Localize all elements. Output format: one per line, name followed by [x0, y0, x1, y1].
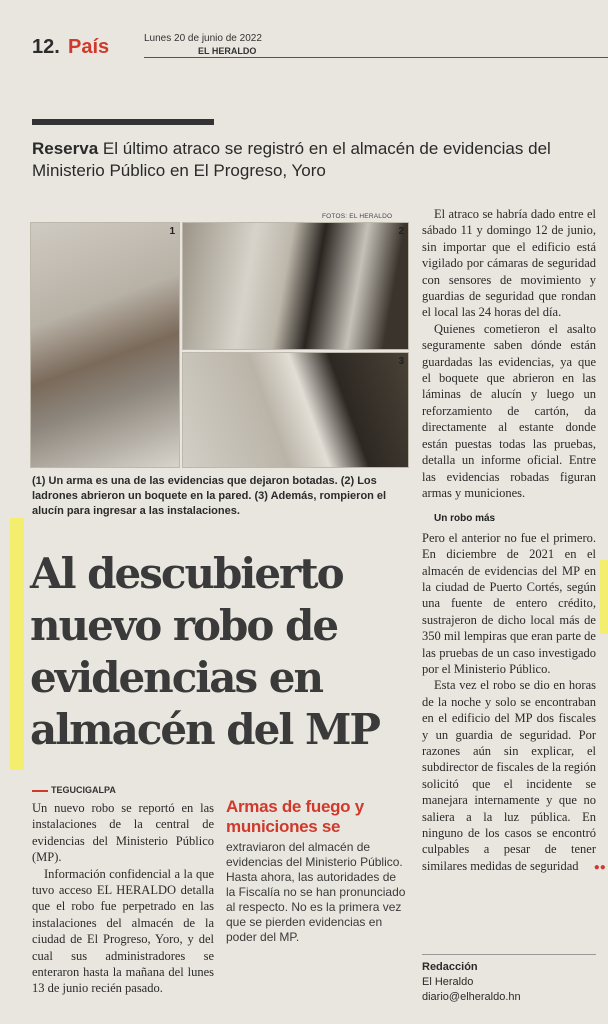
signoff-author: El Heraldo	[422, 976, 474, 988]
headline: Al descubierto nuevo robo de evidencias en almacén del MP	[30, 549, 380, 754]
photo-broken-sheet	[182, 352, 409, 468]
section-bar	[32, 119, 214, 125]
photo-wall-hole	[182, 222, 409, 350]
page-number: 12.	[32, 36, 60, 58]
photo-weapon	[30, 222, 180, 468]
end-mark-icon: ●●	[593, 861, 606, 873]
dek-lead: Reserva	[32, 139, 99, 158]
paragraph: Información confidencial a la que tuvo acceso EL HERALDO detalla que el robo fue perpetrado en las instalaciones del almacén de la ciudad de El Progreso, Yoro, y del cual sus administradores se enteraron hasta la mañana del lunes 13 de junio recién pasado.	[32, 866, 214, 996]
column-a	[32, 800, 214, 997]
page-header	[32, 30, 608, 66]
pullquote-text: extraviaron del almacén de evidencias del Ministerio Público. Hasta ahora, las autoridades de la Fiscalía no se han pronunciado al respecto. No es la primera vez que se pierden evidencias en poder del MP.	[226, 840, 406, 944]
header-rule	[144, 57, 608, 58]
subhead: Un robo más	[434, 513, 496, 525]
signoff-rule	[422, 954, 596, 955]
pullquote-title: Armas de fuego y municiones se	[226, 797, 364, 836]
highlighter-mark	[600, 560, 608, 634]
signoff-email: diario@elheraldo.hn	[422, 991, 521, 1003]
article-dek	[32, 138, 588, 182]
dateline: TEGUCIGALPA	[32, 785, 116, 795]
signoff-label: Redacción	[422, 961, 478, 973]
paragraph: Esta vez el robo se dio en horas de la noche y solo se encontraban en el edificio del MP dos fiscales y un guardia de seguridad. Por razones aún sin explicar, el subdirector de fiscales de la región solicitó que el incidente se manejara internamente y que no saliera a la luz pública. En ninguno de los casos se encontró culpables a pesar de tener similares medidas de seguridad	[422, 678, 596, 873]
paragraph: Un nuevo robo se reportó en las instalaciones de la central de evidencias del Ministerio Público (MP).	[32, 801, 214, 865]
signoff	[422, 960, 521, 1005]
dek-text: El último atraco se registró en el almacén de evidencias del Ministerio Público en El Progreso, Yoro	[32, 139, 551, 180]
photo-label-2: 2	[398, 226, 404, 237]
highlighter-mark	[10, 518, 24, 770]
paragraph: Pero el anterior no fue el primero. En diciembre de 2021 en el almacén de evidencias del MP en la ciudad de Puerto Cortés, según una fuente de entero crédito, sustrajeron de dicho local más de 350 mil lempiras que eran parte de las pruebas de un caso investigado por el Ministerio Público.	[422, 530, 596, 676]
paragraph: El atraco se habría dado entre el sábado 11 y domingo 12 de junio, sin importar que el edificio está vigilado por cámaras de seguridad con sensores de movimiento y guardias de seguridad que rondan el local las 24 horas del día.	[422, 207, 596, 320]
photo-label-3: 3	[398, 356, 404, 367]
issue-date: Lunes 20 de junio de 2022	[144, 33, 262, 44]
paper-name: EL HERALDO	[198, 46, 257, 56]
paragraph: Quienes cometieron el asalto seguramente saben dónde están guardadas las evidencias, ya que el boquete que abrieron en las láminas de alucín y luego un reforzamiento de cartón, da directamente al estante donde están puestas todas las pruebas, detalla un informe oficial. Entre las evidencias robadas figuran armas y municiones.	[422, 321, 596, 500]
column-c	[422, 206, 606, 876]
photo-label-1: 1	[169, 226, 175, 237]
photo-credit: FOTOS: EL HERALDO	[322, 213, 393, 220]
section-name: País	[68, 36, 110, 58]
photo-caption: (1) Un arma es una de las evidencias que dejaron botadas. (2) Los ladrones abrieron un boquete en la pared. (3) Además, rompieron el alucín para ingresar a las instalaciones.	[32, 475, 387, 517]
